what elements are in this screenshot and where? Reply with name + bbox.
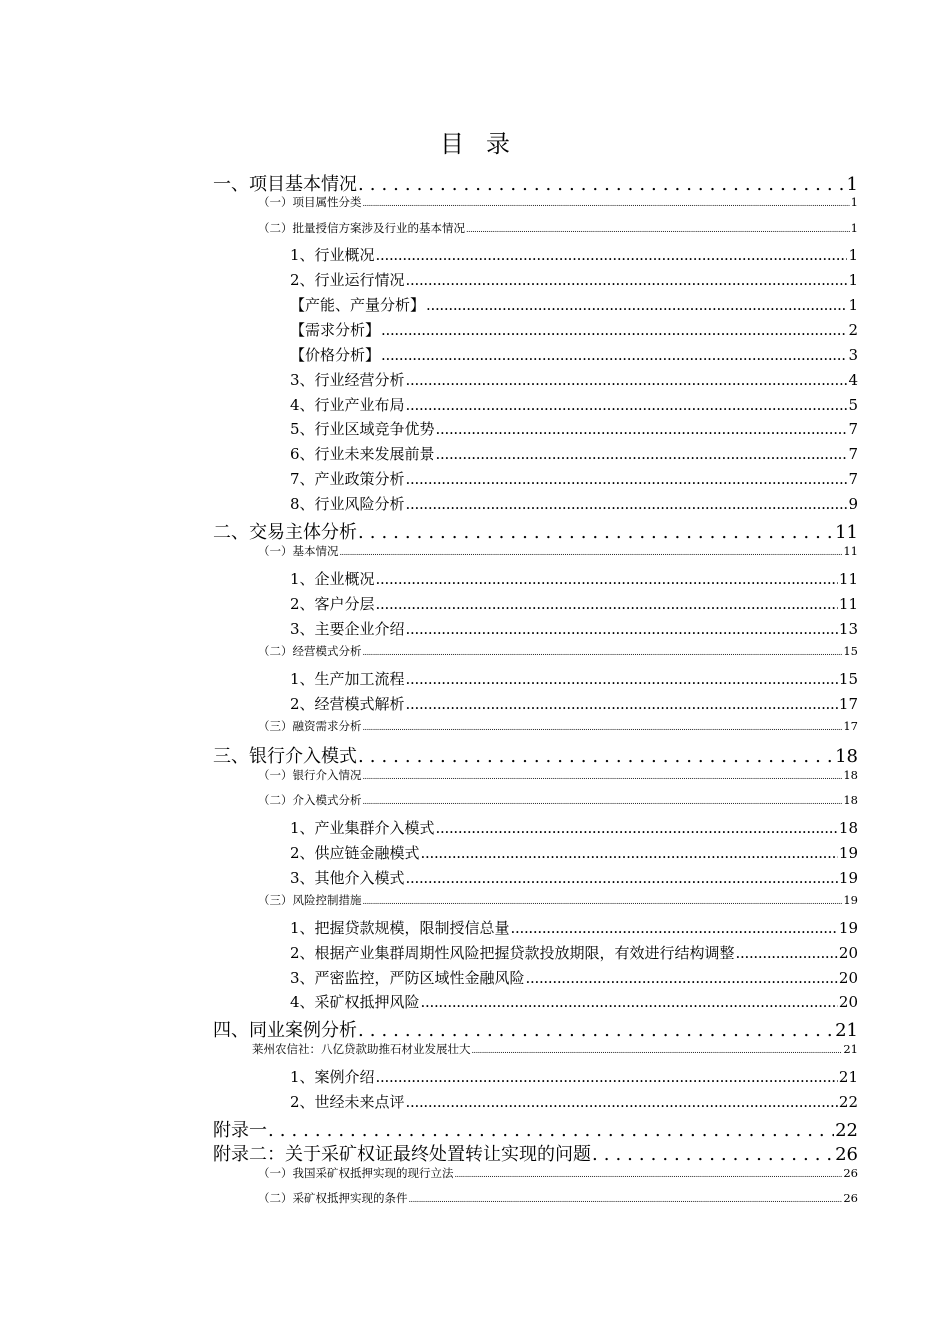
- toc-entry-label: 【需求分析】: [290, 321, 381, 339]
- toc-entry-label: （一）我国采矿权抵押实现的现行立法: [258, 1166, 454, 1180]
- toc-dot-leader: [436, 819, 838, 837]
- toc-entry-label: 1、生产加工流程: [290, 670, 405, 688]
- toc-dot-leader: [376, 595, 838, 613]
- toc-dot-leader: [358, 1020, 834, 1041]
- toc-entry-label: 附录二：关于采矿权证最终处置转让实现的问题: [213, 1144, 591, 1165]
- toc-entry-label: 3、其他介入模式: [290, 869, 405, 887]
- toc-dot-leader: [466, 225, 850, 234]
- toc-entry-level-3[interactable]: [290, 493, 858, 514]
- toc-page-number: 18: [838, 819, 858, 837]
- toc-entry-level-3[interactable]: [290, 244, 858, 265]
- toc-page-number: 11: [838, 570, 858, 588]
- toc-entry-label: 5、行业区域竞争优势: [290, 420, 435, 438]
- toc-page-number: 1: [850, 195, 858, 209]
- toc-page-number: 7: [848, 445, 858, 463]
- toc-entry-label: （二）介入模式分析: [258, 793, 362, 807]
- toc-entry-level-3[interactable]: [290, 942, 858, 963]
- toc-entry-level-3[interactable]: [290, 668, 858, 689]
- toc-entry-level-1[interactable]: [213, 170, 858, 196]
- toc-entry-label: （三）风险控制措施: [258, 893, 362, 907]
- toc-page-number: 26: [843, 1166, 858, 1180]
- toc-entry-level-3[interactable]: [290, 593, 858, 614]
- toc-entry-label: 8、行业风险分析: [290, 495, 405, 513]
- toc-title: 目录: [440, 130, 532, 158]
- toc-dot-leader: [381, 321, 847, 339]
- toc-dot-leader: [406, 1093, 838, 1111]
- toc-entry-label: 4、行业产业布局: [290, 396, 405, 414]
- toc-dot-leader: [406, 670, 838, 688]
- toc-page-number: 1: [848, 246, 858, 264]
- toc-page-number: 5: [848, 396, 858, 414]
- toc-page-number: 18: [843, 793, 858, 807]
- toc-page-number: 19: [838, 919, 858, 937]
- toc-entry-level-3[interactable]: [290, 867, 858, 888]
- toc-entry-label: （二）采矿权抵押实现的条件: [258, 1191, 408, 1205]
- toc-page-number: 7: [848, 420, 858, 438]
- toc-dot-leader: [426, 296, 847, 314]
- toc-page-number: 21: [838, 1068, 858, 1086]
- toc-page-number: 1: [846, 174, 858, 195]
- toc-entry-level-3[interactable]: [290, 1091, 858, 1112]
- toc-entry-level-2[interactable]: [258, 1165, 858, 1181]
- toc-page-number: 18: [835, 746, 858, 767]
- toc-page-number: 21: [843, 1042, 858, 1056]
- toc-page-number: 13: [838, 620, 858, 638]
- toc-entry-level-3[interactable]: [290, 1066, 858, 1087]
- toc-dot-leader: [592, 1144, 834, 1165]
- toc-page-number: 4: [848, 371, 858, 389]
- toc-dot-leader: [406, 371, 848, 389]
- toc-entry-level-3[interactable]: [290, 319, 858, 340]
- toc-entry-level-3[interactable]: [290, 394, 858, 415]
- toc-dot-leader: [421, 844, 838, 862]
- toc-dot-leader: [406, 869, 838, 887]
- toc-page-number: 20: [838, 944, 858, 962]
- toc-entry-level-3[interactable]: [290, 693, 858, 714]
- toc-entry-label: 莱州农信社：八亿贷款助推石材业发展壮大: [252, 1042, 471, 1056]
- toc-entry-level-3[interactable]: [290, 817, 858, 838]
- toc-entry-level-1[interactable]: [213, 742, 858, 768]
- toc-entry-level-2[interactable]: [258, 543, 858, 559]
- toc-entry-level-1[interactable]: [213, 1016, 858, 1042]
- toc-dot-leader: [406, 396, 848, 414]
- toc-page-number: 18: [843, 768, 858, 782]
- toc-dot-leader: [363, 772, 843, 781]
- toc-dot-leader: [268, 1120, 834, 1141]
- toc-entry-label: 二、交易主体分析: [213, 522, 357, 543]
- toc-entry-level-3[interactable]: [290, 468, 858, 489]
- toc-entry-level-3[interactable]: [290, 917, 858, 938]
- toc-entry-level-2[interactable]: [258, 718, 858, 734]
- toc-entry-label: 3、主要企业介绍: [290, 620, 405, 638]
- toc-dot-leader: [376, 570, 838, 588]
- toc-page-number: 19: [843, 893, 858, 907]
- toc-entry-label: （三）融资需求分析: [258, 719, 362, 733]
- toc-dot-leader: [363, 797, 843, 806]
- toc-entry-level-3[interactable]: [290, 369, 858, 390]
- toc-entry-level-2[interactable]: [258, 892, 858, 908]
- toc-dot-leader: [436, 420, 848, 438]
- toc-page-number: 3: [848, 346, 858, 364]
- toc-dot-leader: [358, 746, 834, 767]
- toc-entry-label: 1、产业集群介入模式: [290, 819, 435, 837]
- toc-entry-label: 2、经营模式解析: [290, 695, 405, 713]
- toc-entry-level-3[interactable]: [290, 269, 858, 290]
- toc-dot-leader: [406, 271, 848, 289]
- toc-dot-leader: [363, 648, 843, 657]
- toc-dot-leader: [406, 495, 848, 513]
- toc-entry-level-2[interactable]: [258, 792, 858, 808]
- toc-entry-level-2[interactable]: [252, 1041, 858, 1057]
- toc-entry-level-1[interactable]: [213, 1140, 858, 1166]
- toc-entry-level-3[interactable]: [290, 568, 858, 589]
- toc-page-number: 1: [850, 221, 858, 235]
- toc-page-number: 26: [843, 1191, 858, 1205]
- toc-entry-label: 【产能、产量分析】: [290, 296, 426, 314]
- toc-entry-level-3[interactable]: [290, 344, 858, 365]
- toc-entry-label: 三、银行介入模式: [213, 746, 357, 767]
- toc-entry-level-2[interactable]: [258, 194, 858, 210]
- toc-entry-label: 4、采矿权抵押风险: [290, 993, 420, 1011]
- toc-entry-label: 7、产业政策分析: [290, 470, 405, 488]
- toc-dot-leader: [340, 548, 843, 557]
- toc-dot-leader: [436, 445, 848, 463]
- toc-dot-leader: [376, 246, 848, 264]
- toc-page-number: 22: [838, 1093, 858, 1111]
- toc-dot-leader: [526, 969, 838, 987]
- toc-page-number: 15: [838, 670, 858, 688]
- toc-entry-level-2[interactable]: [258, 220, 858, 236]
- toc-entry-label: （二）经营模式分析: [258, 644, 362, 658]
- toc-page-number: 11: [843, 544, 858, 558]
- toc-entry-level-3[interactable]: [290, 967, 858, 988]
- toc-page-number: 21: [835, 1020, 858, 1041]
- toc-page-number: 11: [835, 522, 858, 543]
- toc-entry-level-3[interactable]: [290, 443, 858, 464]
- toc-dot-leader: [511, 919, 838, 937]
- toc-entry-label: （一）基本情况: [258, 544, 339, 558]
- toc-entry-label: （一）银行介入情况: [258, 768, 362, 782]
- toc-entry-level-2[interactable]: [258, 767, 858, 783]
- toc-entry-level-3[interactable]: [290, 842, 858, 863]
- toc-dot-leader: [358, 522, 834, 543]
- toc-entry-level-2[interactable]: [258, 1190, 858, 1206]
- toc-entry-label: 3、严密监控，严防区域性金融风险: [290, 969, 525, 987]
- toc-dot-leader: [421, 993, 838, 1011]
- toc-dot-leader: [406, 695, 838, 713]
- toc-dot-leader: [363, 199, 850, 208]
- toc-entry-label: 附录一: [213, 1120, 267, 1141]
- toc-dot-leader: [409, 1195, 843, 1204]
- toc-entry-level-2[interactable]: [258, 643, 858, 659]
- toc-entry-label: （二）批量授信方案涉及行业的基本情况: [258, 221, 465, 235]
- toc-entry-label: 1、企业概况: [290, 570, 375, 588]
- toc-entry-label: 2、客户分层: [290, 595, 375, 613]
- toc-entry-label: 2、供应链金融模式: [290, 844, 420, 862]
- toc-entry-level-3[interactable]: [290, 294, 858, 315]
- toc-entry-label: 1、案例介绍: [290, 1068, 375, 1086]
- toc-dot-leader: [363, 723, 843, 732]
- toc-dot-leader: [455, 1170, 843, 1179]
- toc-entry-label: 一、项目基本情况: [213, 174, 357, 195]
- toc-dot-leader: [381, 346, 847, 364]
- toc-dot-leader: [406, 470, 848, 488]
- toc-page-number: 17: [843, 719, 858, 733]
- toc-dot-leader: [736, 944, 838, 962]
- toc-entry-label: 2、世经未来点评: [290, 1093, 405, 1111]
- toc-page-number: 17: [838, 695, 858, 713]
- toc-entry-label: 四、同业案例分析: [213, 1020, 357, 1041]
- toc-page-number: 1: [848, 271, 858, 289]
- toc-page-number: 15: [843, 644, 858, 658]
- toc-page-number: 20: [838, 993, 858, 1011]
- toc-page-number: 1: [848, 296, 858, 314]
- toc-entry-label: 2、根据产业集群周期性风险把握贷款投放期限，有效进行结构调整: [290, 944, 735, 962]
- toc-entry-label: 1、把握贷款规模，限制授信总量: [290, 919, 510, 937]
- toc-dot-leader: [472, 1046, 843, 1055]
- toc-entry-label: 6、行业未来发展前景: [290, 445, 435, 463]
- toc-entry-label: （一）项目属性分类: [258, 195, 362, 209]
- toc-dot-leader: [406, 620, 838, 638]
- toc-page-number: 19: [838, 844, 858, 862]
- toc-entry-level-1[interactable]: [213, 1116, 858, 1142]
- toc-entry-label: 1、行业概况: [290, 246, 375, 264]
- toc-entry-label: 【价格分析】: [290, 346, 381, 364]
- toc-entry-label: 3、行业经营分析: [290, 371, 405, 389]
- toc-entry-level-3[interactable]: [290, 618, 858, 639]
- toc-entry-level-3[interactable]: [290, 991, 858, 1012]
- toc-page-number: 26: [835, 1144, 858, 1165]
- toc-page-number: 22: [835, 1120, 858, 1141]
- toc-page-number: 9: [848, 495, 858, 513]
- toc-page-number: 19: [838, 869, 858, 887]
- toc-page-number: 20: [838, 969, 858, 987]
- toc-page-number: 7: [848, 470, 858, 488]
- toc-page-number: 2: [848, 321, 858, 339]
- toc-entry-level-1[interactable]: [213, 518, 858, 544]
- toc-entry-level-3[interactable]: [290, 418, 858, 439]
- toc-dot-leader: [363, 897, 843, 906]
- toc-page-number: 11: [838, 595, 858, 613]
- toc-dot-leader: [376, 1068, 838, 1086]
- toc-dot-leader: [358, 174, 846, 195]
- toc-entry-label: 2、行业运行情况: [290, 271, 405, 289]
